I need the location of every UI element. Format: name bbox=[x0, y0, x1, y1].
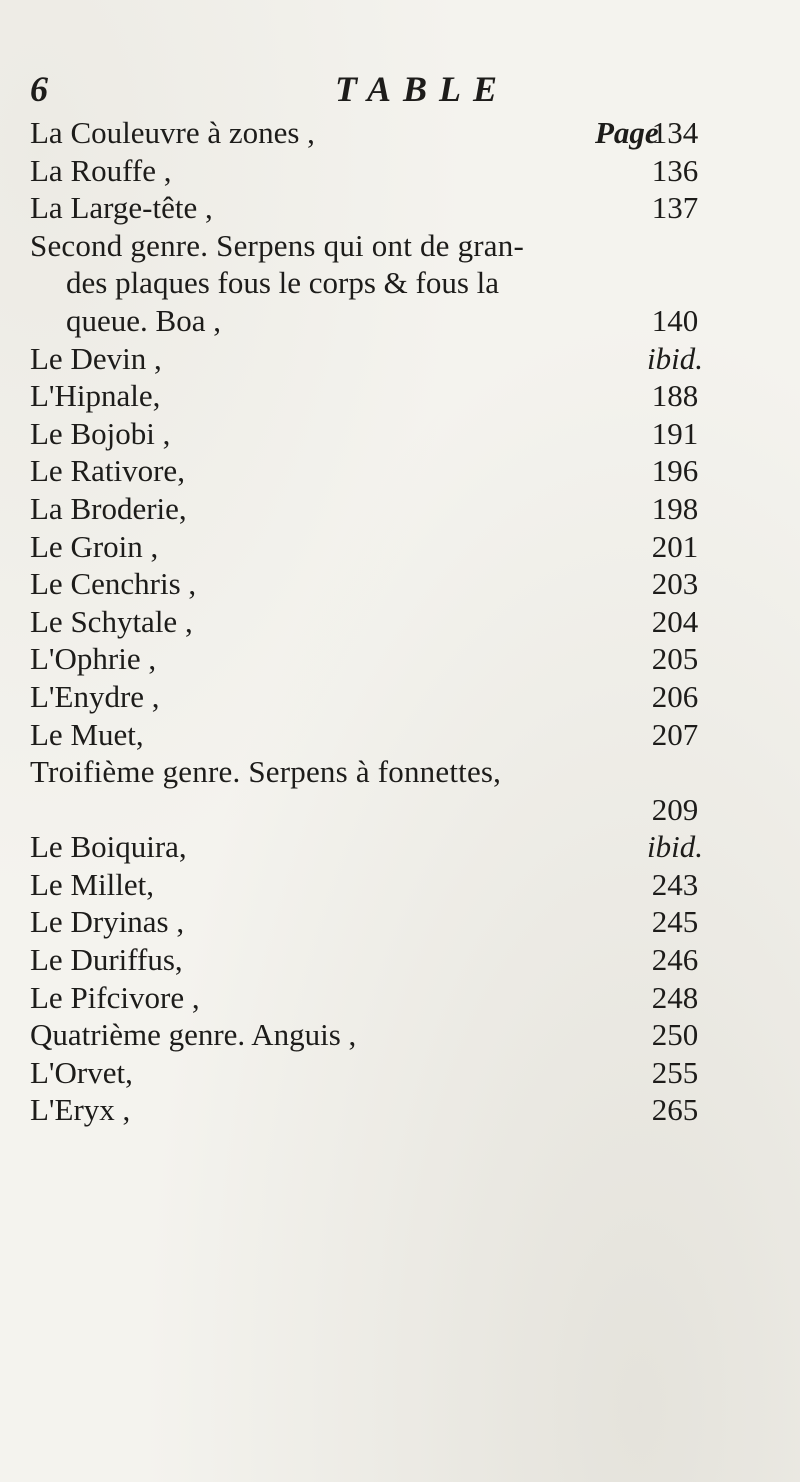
entry-page: ibid. bbox=[647, 340, 703, 376]
entry-label: Le Muet, bbox=[30, 716, 144, 752]
entry-page: 203 bbox=[651, 566, 699, 602]
entry-page: 140 bbox=[651, 302, 699, 338]
entry-label: L'Orvet, bbox=[30, 1054, 133, 1090]
toc-entry bbox=[30, 716, 740, 754]
entry-label: Le Boiquira, bbox=[30, 829, 187, 865]
entry-label: Troifième genre. Serpens à fonnettes, bbox=[30, 754, 502, 790]
entry-page: 198 bbox=[651, 490, 699, 526]
toc-entry bbox=[30, 866, 740, 904]
toc-entry bbox=[30, 340, 740, 378]
entry-page: 206 bbox=[651, 678, 699, 714]
toc-entry bbox=[30, 490, 740, 528]
toc-entry bbox=[30, 152, 740, 190]
entry-label: queue. Boa , bbox=[66, 302, 221, 338]
toc-entry bbox=[30, 678, 740, 716]
toc-entry bbox=[30, 1054, 740, 1092]
entry-label: Le Schytale , bbox=[30, 603, 193, 639]
toc-entry bbox=[30, 791, 740, 829]
entry-page: 246 bbox=[651, 942, 699, 978]
toc-entry bbox=[30, 114, 740, 152]
entry-label: La Broderie, bbox=[30, 490, 187, 526]
entry-label: Le Pifcivore , bbox=[30, 979, 200, 1015]
entry-page: 201 bbox=[651, 528, 699, 564]
genre-heading bbox=[30, 1016, 740, 1054]
entry-page: 205 bbox=[651, 641, 699, 677]
entry-page: 136 bbox=[651, 152, 699, 188]
entry-page: 207 bbox=[651, 716, 699, 752]
entry-page: 188 bbox=[651, 378, 699, 414]
toc-entry bbox=[30, 903, 740, 941]
entry-page: 196 bbox=[651, 453, 699, 489]
entry-page: ibid. bbox=[647, 829, 703, 865]
toc-entry bbox=[30, 979, 740, 1017]
toc-entry bbox=[30, 603, 740, 641]
entry-page: 250 bbox=[651, 1017, 699, 1053]
page-word: Page bbox=[595, 115, 659, 150]
entry-label: Le Bojobi , bbox=[30, 415, 171, 451]
entry-label: Le Dryinas , bbox=[30, 904, 185, 940]
entry-label: La Large-tête , bbox=[30, 190, 213, 226]
entry-page: 265 bbox=[651, 1092, 699, 1128]
toc-entry bbox=[30, 640, 740, 678]
entry-label: Second genre. Serpens qui ont de gran- bbox=[30, 227, 524, 263]
toc-entry bbox=[30, 565, 740, 603]
entry-label: L'Eryx , bbox=[30, 1092, 131, 1128]
entry-page: 191 bbox=[651, 415, 699, 451]
entry-label: La Couleuvre à zones , bbox=[30, 115, 315, 150]
toc-entry bbox=[30, 377, 740, 415]
entry-page: 255 bbox=[651, 1054, 699, 1090]
toc-entry bbox=[30, 452, 740, 490]
entry-page: 243 bbox=[651, 866, 699, 902]
entry-label: Le Millet, bbox=[30, 866, 154, 902]
entry-page: 137 bbox=[651, 190, 699, 226]
entry-page: 209 bbox=[651, 791, 699, 827]
toc-entry bbox=[30, 828, 740, 866]
entry-page: 134 bbox=[651, 115, 699, 150]
entry-label: La Rouffe , bbox=[30, 152, 172, 188]
toc-entry bbox=[30, 528, 740, 566]
entry-page: 245 bbox=[651, 904, 699, 940]
entry-label: L'Ophrie , bbox=[30, 641, 157, 677]
toc-entry bbox=[30, 302, 740, 340]
entry-label: Quatrième genre. Anguis , bbox=[30, 1017, 357, 1053]
page-header bbox=[30, 68, 590, 112]
entry-page: 248 bbox=[651, 979, 699, 1015]
entry-page: 204 bbox=[651, 603, 699, 639]
entry-label: Le Rativore, bbox=[30, 453, 185, 489]
toc-entry bbox=[30, 415, 740, 453]
entry-label: Le Devin , bbox=[30, 340, 162, 376]
entry-label: des plaques fous le corps & fous la bbox=[66, 265, 500, 301]
toc-entry bbox=[30, 941, 740, 979]
entry-label: Le Groin , bbox=[30, 528, 159, 564]
genre-heading bbox=[30, 227, 740, 265]
genre-heading-continued bbox=[30, 264, 740, 302]
toc-entry bbox=[30, 1091, 740, 1129]
toc-entry bbox=[30, 189, 740, 227]
entry-label: Le Duriffus, bbox=[30, 942, 183, 978]
running-title: TABLE bbox=[335, 69, 510, 109]
page-number: 6 bbox=[30, 69, 48, 109]
entry-label: L'Hipnale, bbox=[30, 378, 161, 414]
genre-heading bbox=[30, 753, 740, 791]
entry-label: L'Enydre , bbox=[30, 678, 160, 714]
entry-label: Le Cenchris , bbox=[30, 566, 197, 602]
table-of-contents bbox=[30, 114, 740, 1129]
